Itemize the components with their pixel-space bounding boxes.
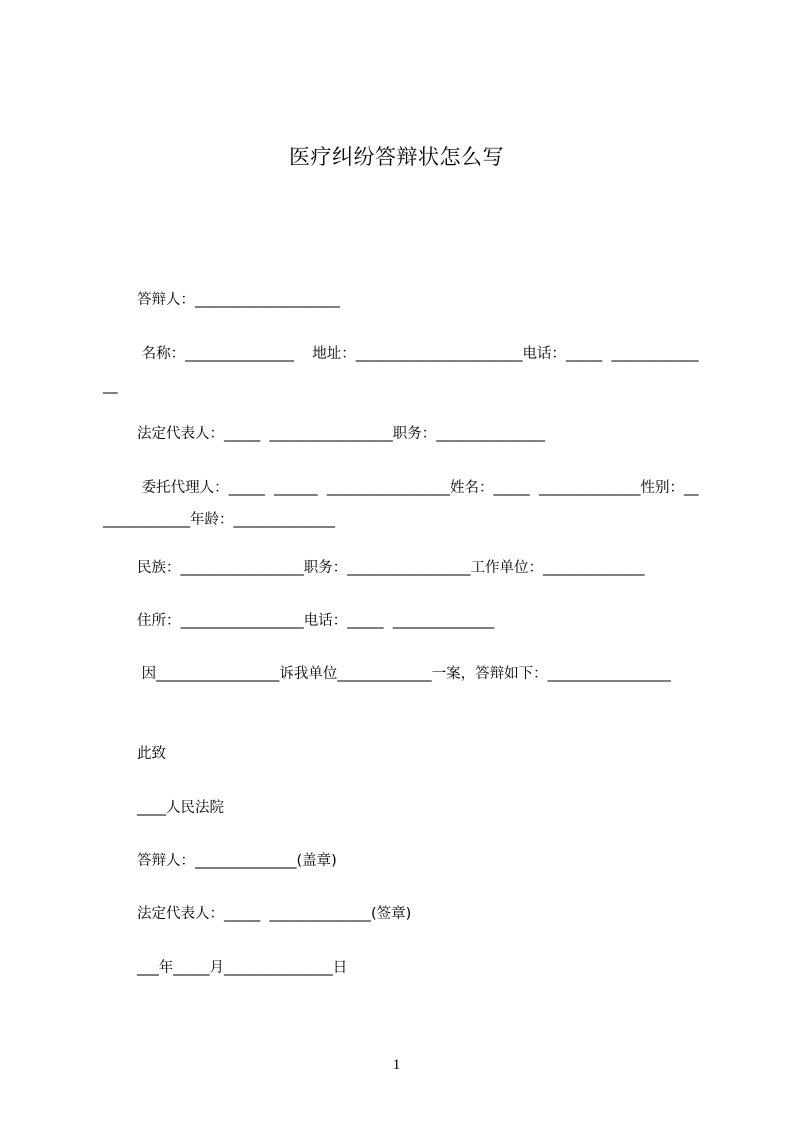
legal-representative-signature-line: 法定代表人：_____ ______________(签章) <box>137 906 412 922</box>
name-address-phone-line: 名称：_______________ 地址：_______________________电话：_____ ______________ <box>103 346 699 394</box>
closing-line: 此致 <box>137 746 166 762</box>
ethnicity-line: 民族：_________________职务：_________________工作单位：______________ <box>137 560 645 576</box>
respondent-signature-line: 答辩人：______________(盖章) <box>137 853 337 869</box>
document-title: 医疗纠纷答辩状怎么写 <box>289 145 504 169</box>
court-line: ____人民法院 <box>137 800 224 816</box>
agent-line: 委托代理人：_____ ______ _________________姓名：_____ ______________性别：______________年龄：______________ <box>103 480 699 528</box>
legal-representative-line: 法定代表人：_____ _________________职务：_______________ <box>137 426 545 442</box>
residence-line: 住所：_________________电话：_____ ______________ <box>137 613 495 629</box>
respondent-line: 答辩人：____________________ <box>137 292 340 308</box>
date-line: ___年_____月_______________日 <box>137 960 348 976</box>
cause-line: 因_________________诉我单位_____________一案，答辩如下：_________________ <box>137 666 671 682</box>
page-number: 1 <box>392 1057 401 1073</box>
